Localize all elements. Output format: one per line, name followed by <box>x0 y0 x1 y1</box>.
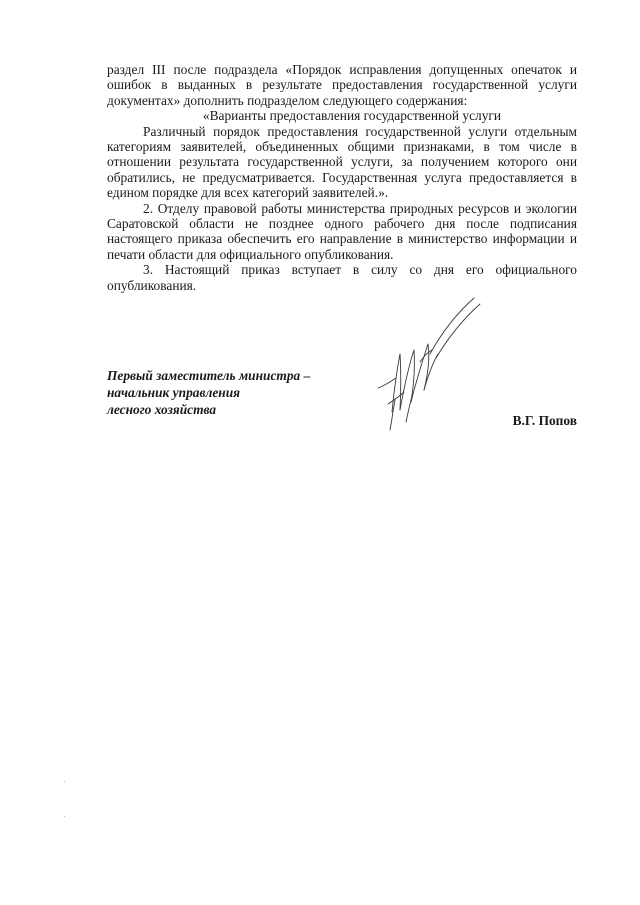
paragraph-item-2: 2. Отделу правовой работы министерства природных ресурсов и экологии Саратовской области не позднее одного рабочего дня после подписания настоящего приказа обеспечить его направление в министерство информации и печати области для официального опубликования. <box>107 200 577 262</box>
scan-speck <box>64 781 65 782</box>
signatory-name: В.Г. Попов <box>512 413 577 428</box>
paragraph-item-3: 3. Настоящий приказ вступает в силу со дня его официального опубликования. <box>107 262 577 293</box>
signatory-position <box>107 367 310 418</box>
signatory-position-line-2: начальник управления <box>107 385 241 400</box>
paragraph-section-amendment: раздел III после подраздела «Порядок исправления допущенных опечаток и ошибок в выданных в результате предоставления государственной услуги документах» дополнить подразделом следующего содержания: <box>107 62 577 108</box>
subsection-heading: «Варианты предоставления государственной услуги <box>202 108 502 124</box>
scan-speck <box>64 816 65 817</box>
document-body <box>107 62 577 293</box>
handwritten-signature <box>370 292 500 442</box>
signatory-position-line-3: лесного хозяйства <box>107 402 217 417</box>
signatory-position-line-1: Первый заместитель министра – <box>107 368 311 383</box>
paragraph-variants: Различный порядок предоставления государственной услуги отдельным категориям заявителей, объединенных общими признаками, в том числе в отношении результата государственной услуги, за получением которого они обратились, не предусматривается. Государственная услуга предоставляется в едином порядке для всех категорий заявителей.». <box>107 123 577 201</box>
